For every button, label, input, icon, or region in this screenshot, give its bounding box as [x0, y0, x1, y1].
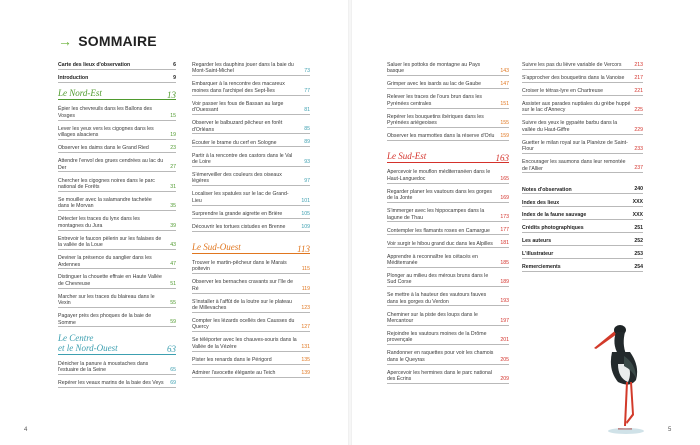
toc-entry — [387, 169, 509, 183]
entry-label: Apprendre à reconnaître les cétacés en Méditerranée — [387, 253, 478, 266]
entry-page: 177 — [500, 227, 509, 234]
title-text: SOMMAIRE — [78, 33, 157, 49]
entry-page: 105 — [301, 210, 310, 217]
entry-page: 93 — [304, 158, 310, 165]
entry-label: Pagayer près des phoques de la baie de Somme — [58, 313, 152, 326]
entry-label: Index des lieux — [522, 199, 560, 206]
entry-page: 85 — [304, 126, 310, 133]
toc-entry — [192, 370, 310, 378]
black-stork-illustration — [588, 318, 648, 436]
entry-label: Saluer les pottoks de montagne au Pays basque — [387, 62, 481, 75]
page-number-right: 5 — [668, 427, 672, 433]
toc-entry — [522, 101, 643, 115]
entry-label: Embarquer à la rencontre des macareux moines dans l'archipel des Sept-Îles — [192, 81, 285, 94]
section-heading-centre-nord-ouest — [58, 333, 176, 355]
section-title: Le Nord-Est — [58, 87, 102, 98]
section-list-nord-est — [58, 106, 176, 327]
entry-page: 155 — [500, 119, 509, 126]
entry-label: Deviner la présence du sanglier dans les Ardennes — [58, 255, 152, 268]
entry-page: 131 — [301, 343, 310, 350]
toc-entry — [58, 274, 176, 288]
toc-entry — [387, 350, 509, 364]
entry-page: 173 — [500, 214, 509, 221]
entry-page: 143 — [500, 68, 509, 75]
entry-page: 193 — [500, 298, 509, 305]
toc-entry — [58, 178, 176, 192]
toc-entry — [522, 120, 643, 134]
section-title: Le Sud-Est — [387, 150, 427, 161]
entry-page: 209 — [500, 376, 509, 383]
entry-label: Découvrir les tortues cistudes en Brenne — [192, 223, 286, 230]
toc-entry — [58, 75, 176, 83]
section-list-centre-nord-ouest-cont — [192, 62, 310, 232]
entry-label: Épier les chevreuils dans les Ballons des Vosges — [58, 106, 153, 119]
entry-page: 205 — [500, 356, 509, 363]
entry-page: 23 — [170, 144, 176, 151]
entry-label: Repérer les veaux marins de la baie des Veys — [58, 380, 164, 387]
entry-page: 47 — [170, 261, 176, 268]
entry-page: 51 — [170, 280, 176, 287]
entry-label: Regarder planer les vautours dans les gorges de la Jonte — [387, 188, 492, 202]
entry-label: S'émerveiller des couleurs des oiseaux légères — [192, 171, 282, 185]
entry-page: 252 — [634, 238, 643, 245]
toc-entry — [58, 197, 176, 211]
entry-label: Plonger au milieu des mérous bruns dans le Sud Corse — [387, 272, 489, 286]
section-page: 13 — [167, 89, 176, 100]
entry-label: Observer les bernaches cravants sur l'île de Ré — [192, 279, 294, 292]
toc-entry — [387, 208, 509, 222]
section-title: Le Sud-Ouest — [192, 241, 241, 252]
toc-entry — [58, 126, 176, 140]
entry-label: Remerciements — [522, 264, 561, 271]
entry-label: S'immerger avec les hippocampes dans la lagune de Thau — [387, 208, 485, 221]
toc-entry — [387, 312, 509, 326]
toc-entry — [522, 251, 643, 259]
entry-page: 139 — [301, 369, 310, 376]
entry-label: Détecter les traces du lynx dans les montagnes du Jura — [58, 216, 140, 229]
toc-entry — [522, 88, 643, 96]
toc-entry — [522, 159, 643, 173]
entry-label: Carte des lieux d'observation — [58, 62, 131, 68]
entry-page: 185 — [500, 259, 509, 266]
toc-entry — [192, 337, 310, 351]
entry-page: XXX — [632, 212, 643, 219]
toc-entry — [522, 200, 643, 208]
entry-label: Rejoindre les vautours moines de la Drôme provençale — [387, 331, 487, 344]
section-list-sud-est-cont — [522, 62, 643, 173]
entry-label: Assister aux parades nuptiales du grèbe huppé sur le lac d'Annecy — [522, 100, 631, 114]
toc-entry — [387, 273, 509, 287]
entry-page: 43 — [170, 241, 176, 248]
entry-label: Contempler les flamants roses en Camargue — [387, 227, 490, 234]
toc-entry — [522, 212, 643, 220]
entry-label: Attendre l'envol des grues cendrées au lac du Der — [58, 158, 164, 171]
toc-entry — [192, 120, 310, 134]
section-heading-nord-est — [58, 88, 176, 100]
entry-page: 89 — [304, 139, 310, 146]
section-list-centre-nord-ouest — [58, 361, 176, 388]
toc-entry — [58, 158, 176, 172]
toc-entry — [58, 236, 176, 250]
entry-label: Entrevoir le faucon pèlerin sur les falaises de la vallée de la Loue — [58, 235, 162, 249]
entry-label: Lever les yeux vers les cigognes dans les villages alsaciens — [58, 125, 154, 139]
entry-page: 181 — [500, 240, 509, 247]
toc-entry — [58, 294, 176, 308]
entry-label: Se téléporter avec les chauves-souris dans la Vallée de la Vézère — [192, 337, 297, 350]
section-heading-sud-est — [387, 151, 509, 163]
entry-label: Voir passer les fous de Bassan au large d'Ouessant — [192, 100, 284, 114]
toc-entry — [192, 81, 310, 95]
entry-page: 123 — [301, 304, 310, 311]
entry-label: L'illustrateur — [522, 251, 554, 258]
entry-label: Croiser le tétras-lyre en Chartreuse — [522, 87, 604, 94]
entry-label: S'approcher des bouquetins dans la Vanoise — [522, 74, 625, 81]
entry-page: 225 — [634, 107, 643, 114]
toc-entry — [522, 140, 643, 154]
toc-entry — [522, 238, 643, 246]
section-list-sud-est — [387, 169, 509, 384]
entry-label: Se mouiller avec la salamandre tachetée dans le Morvan — [58, 196, 152, 210]
book-gutter — [348, 0, 352, 445]
entry-label: Randonner en raquettes pour voir les chamois dans le Queyras — [387, 350, 494, 363]
toc-entry — [192, 62, 310, 76]
entry-label: Notes d'observation — [522, 186, 572, 193]
toc-entry — [58, 62, 176, 70]
section-page: 63 — [167, 344, 176, 355]
toc-entry — [58, 216, 176, 230]
entry-label: Grimper avec les isards au lac de Gaube — [387, 81, 481, 88]
back-matter-list — [522, 187, 643, 273]
toc-entry — [387, 241, 509, 249]
entry-label: Guetter le milan royal sur la Planèze de Saint-Flour — [522, 139, 628, 153]
entry-page: 240 — [634, 186, 643, 193]
entry-page: 69 — [170, 379, 176, 386]
entry-page: 221 — [634, 87, 643, 94]
entry-label: Suivre des yeux le gypaète barbu dans la vallée du Haut-Giffre — [522, 120, 618, 133]
toc-entry — [192, 279, 310, 293]
entry-label: Localiser les spatules sur le lac de Grand-Lieu — [192, 191, 289, 204]
entry-page: 77 — [304, 87, 310, 94]
entry-label: Écouter le brame du cerf en Sologne — [192, 139, 277, 146]
entry-page: 35 — [170, 203, 176, 210]
toc-entry — [522, 75, 643, 83]
toc-entry — [387, 94, 509, 108]
entry-page: 229 — [634, 126, 643, 133]
section-title-line-1: Le Centre — [58, 332, 94, 343]
spacer — [522, 179, 643, 187]
entry-page: 15 — [170, 112, 176, 119]
section-heading-sud-ouest — [192, 242, 310, 254]
entry-label: Apercevoir les hermines dans le parc national des Écrins — [387, 369, 492, 383]
toc-entry — [387, 133, 509, 141]
toc-entry — [58, 380, 176, 388]
entry-label: Distinguer la chouette effraie en Haute Vallée de Chevreuse — [58, 274, 162, 287]
page-title — [58, 33, 157, 49]
entry-page: 109 — [301, 223, 310, 230]
entry-label: Partir à la rencontre des castors dans le Val de Loire — [192, 152, 293, 165]
toc-entry — [387, 228, 509, 236]
toc-entry — [387, 114, 509, 128]
entry-page: 9 — [173, 74, 176, 81]
entry-page: 251 — [634, 225, 643, 232]
entry-label: Introduction — [58, 74, 89, 81]
entry-label: Encourager les saumons dans leur remontée de l'Allier — [522, 159, 626, 172]
entry-label: Observer les marmottes dans la réserve d'Orlu — [387, 133, 495, 140]
entry-page: 119 — [301, 285, 310, 292]
entry-page: 81 — [304, 106, 310, 113]
toc-entry — [522, 225, 643, 233]
toc-column-2 — [192, 62, 310, 383]
section-list-sud-ouest-cont — [387, 62, 509, 141]
toc-entry — [192, 299, 310, 313]
entry-page: 254 — [634, 264, 643, 271]
toc-column-1 — [58, 62, 176, 393]
entry-page: 189 — [500, 279, 509, 286]
section-page: 163 — [495, 152, 509, 163]
entry-page: 169 — [500, 194, 509, 201]
entry-label: Apercevoir le mouflon méditerranéen dans le Haut-Languedoc — [387, 169, 491, 182]
toc-entry — [58, 255, 176, 269]
entry-label: Repérer les bouquetins ibériques dans les Pyrénées ariégeoises — [387, 113, 484, 127]
section-list-sud-ouest — [192, 260, 310, 378]
toc-column-3 — [387, 62, 509, 389]
toc-entry — [58, 106, 176, 120]
toc-entry — [522, 187, 643, 195]
toc-entry — [192, 260, 310, 274]
entry-page: 39 — [170, 222, 176, 229]
entry-label: Suivre les pas du lièvre variable de Vercors — [522, 62, 622, 68]
toc-entry — [192, 318, 310, 332]
entry-label: Admirer l'avocette élégante au Teich — [192, 369, 276, 376]
section-title-line-2: et le Nord-Ouest — [58, 342, 118, 353]
entry-label: Relever les traces de l'ours brun dans les Pyrénées centrales — [387, 94, 482, 107]
arrow-icon: → — [58, 33, 73, 49]
entry-page: 127 — [301, 324, 310, 331]
entry-label: Chercher les cigognes noires dans le parc national de Forêts — [58, 177, 155, 190]
entry-label: Voir surgir le hibou grand duc dans les Alpilles — [387, 240, 493, 247]
entry-page: 6 — [173, 61, 176, 68]
toc-entry — [522, 62, 643, 70]
entry-page: 201 — [500, 337, 509, 344]
entry-label: Marcher sur les traces du blaireau dans le Vexin — [58, 293, 155, 307]
entry-page: 73 — [304, 68, 310, 75]
toc-entry — [192, 140, 310, 148]
toc-entry — [192, 357, 310, 365]
entry-page: 55 — [170, 300, 176, 307]
entry-page: 165 — [500, 175, 509, 182]
toc-entry — [192, 101, 310, 115]
entry-page: 19 — [170, 131, 176, 138]
toc-entry — [387, 370, 509, 384]
toc-entry — [522, 264, 643, 272]
entry-label: Observer le balbuzard pêcheur en forêt d'Orléans — [192, 120, 283, 133]
entry-page: 233 — [634, 145, 643, 152]
entry-label: Cheminer sur la piste des loups dans le Mercantour — [387, 311, 478, 325]
toc-entry — [387, 292, 509, 306]
entry-label: Les auteurs — [522, 238, 552, 245]
entry-label: Observer les daims dans le Grand Ried — [58, 145, 149, 152]
toc-entry — [387, 81, 509, 89]
entry-page: 135 — [301, 356, 310, 363]
toc-entry — [387, 62, 509, 76]
toc-entry — [387, 331, 509, 345]
entry-page: 59 — [170, 319, 176, 326]
toc-entry — [192, 153, 310, 167]
toc-entry — [58, 361, 176, 375]
entry-label: Index de la faune sauvage — [522, 212, 587, 219]
entry-page: 197 — [500, 317, 509, 324]
entry-label: Regarder les dauphins jouer dans la baie du Mont-Saint-Michel — [192, 62, 294, 75]
toc-entry — [192, 211, 310, 219]
entry-page: 147 — [500, 81, 509, 88]
entry-label: Se mettre à la hauteur des vautours fauves dans les gorges du Verdon — [387, 292, 487, 305]
entry-page: 97 — [304, 178, 310, 185]
entry-page: 213 — [634, 61, 643, 68]
entry-label: Surprendre la grande aigrette en Brière — [192, 210, 283, 217]
entry-label: Crédits photographiques — [522, 225, 584, 232]
entry-page: XXX — [632, 199, 643, 206]
entry-page: 65 — [170, 366, 176, 373]
toc-entry — [58, 145, 176, 153]
entry-page: 237 — [634, 165, 643, 172]
toc-entry — [387, 189, 509, 203]
entry-page: 31 — [170, 183, 176, 190]
entry-page: 253 — [634, 251, 643, 258]
entry-page: 151 — [500, 100, 509, 107]
entry-page: 115 — [301, 266, 310, 273]
toc-entry — [387, 254, 509, 268]
toc-entry — [58, 313, 176, 327]
entry-page: 27 — [170, 164, 176, 171]
entry-label: Compter les lézards ocellés des Causses du Quercy — [192, 318, 295, 331]
toc-entry — [192, 172, 310, 186]
entry-page: 101 — [301, 197, 310, 204]
toc-entry — [192, 191, 310, 205]
entry-label: Pister les renards dans le Périgord — [192, 356, 272, 363]
entry-page: 159 — [500, 132, 509, 139]
section-page: 113 — [297, 243, 310, 254]
toc-entry — [192, 224, 310, 232]
entry-label: Trouver le martin-pêcheur dans le Marais poitevin — [192, 259, 287, 273]
entry-page: 217 — [634, 74, 643, 81]
toc-column-4 — [522, 62, 643, 277]
entry-label: S'installer à l'affût de la loutre sur le plateau de Millevaches — [192, 298, 292, 312]
page-number-left: 4 — [24, 427, 28, 433]
entry-label: Dénicher la panure à moustaches dans l'estuaire de la Seine — [58, 360, 149, 374]
